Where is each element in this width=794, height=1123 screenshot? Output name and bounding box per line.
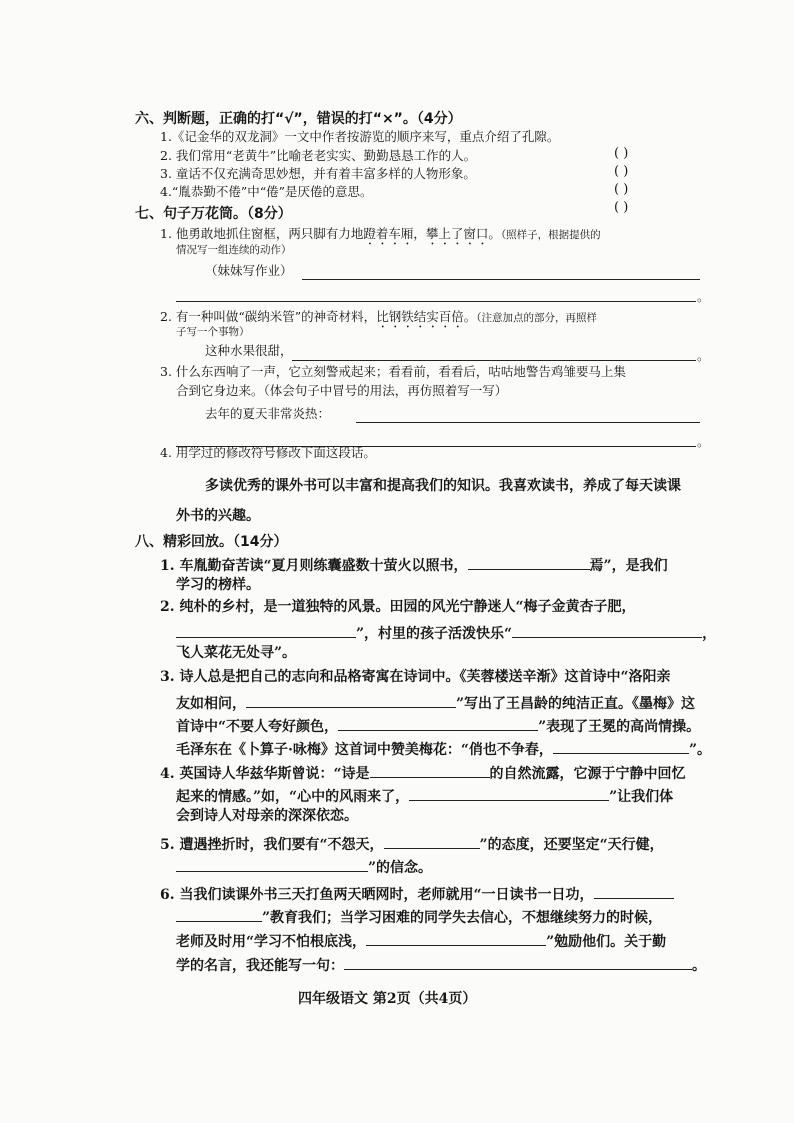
s7-q1-line1: 1. 他勇敢地抓住窗框，两只脚有力地蹬着车厢，攀上了窗口。（照样子，根据提供的 bbox=[160, 226, 601, 241]
s8-q3: 3. 诗人总是把自己的志向和品格寄寓在诗词中。《芙蓉楼送辛渐》这首诗中“洛阳亲 bbox=[160, 669, 671, 685]
s8-q6-d: 学的名言，我还能写一句： 。 bbox=[176, 955, 706, 973]
answer-blank[interactable] bbox=[338, 716, 538, 731]
s7-q3-line2: 合到它身边来。（体会句子中冒号的用法，再仿照着写一写） bbox=[176, 383, 508, 398]
s8-q1-cont: 学习的榜样。 bbox=[176, 577, 260, 593]
section7-title: 七、句子万花筒。（8分） bbox=[135, 206, 292, 222]
s8-q2: 2. 纯朴的乡村，是一道独特的风景。田园的风光宁静迷人“梅子金黄杏子肥， bbox=[160, 599, 636, 615]
answer-blank[interactable] bbox=[594, 884, 674, 899]
answer-blank[interactable] bbox=[176, 907, 262, 922]
s7-q4-para2: 外书的兴趣。 bbox=[176, 508, 260, 524]
answer-paren-1[interactable]: ( ) bbox=[614, 146, 629, 161]
answer-blank[interactable] bbox=[384, 834, 480, 849]
s8-q6-b: ”教育我们；当学习困难的同学失去信心，不想继续努力的时候， bbox=[176, 907, 662, 925]
s8-q4-b: 起来的情感。”如，“心中的风雨来了， ”让我们体 bbox=[176, 786, 673, 804]
answer-blank[interactable] bbox=[366, 931, 546, 946]
s7-q1-note: 情况写一组连续的动作） bbox=[176, 244, 292, 256]
s6-item-1: 1.《记金华的双龙洞》一文中作者按游览的顺序来写，重点介绍了孔隙。 bbox=[160, 129, 560, 144]
s7-q1-prompt: （妹妹写作业） bbox=[205, 263, 293, 278]
s8-q3-d: 毛泽东在《卜算子·咏梅》这首词中赞美梅花：“俏也不争春， ”。 bbox=[176, 739, 711, 757]
s8-q1: 1. 车胤勤奋苦读“夏月则练囊盛数十萤火以照书， 焉”，是我们 bbox=[160, 555, 668, 573]
s7-q2-line1: 2. 有一种叫做“碳纳米管”的神奇材料，比钢铁结实百倍。（注意加点的部分，再照样 bbox=[160, 309, 597, 324]
answer-blank[interactable] bbox=[176, 623, 356, 638]
section6-title: 六、判断题，正确的打“√”，错误的打“×”。（4分） bbox=[135, 111, 462, 127]
answer-blank[interactable] bbox=[370, 763, 490, 778]
answer-blank[interactable] bbox=[553, 739, 689, 754]
answer-line-s7q1a[interactable] bbox=[302, 279, 700, 280]
s8-q3-c: 首诗中“不要人夸好颜色， ”表现了王冕的高尚情操。 bbox=[176, 716, 700, 734]
s7-q4-line1: 4. 用学过的修改符号修改下面这段话。 bbox=[160, 445, 376, 460]
s6-item-4: 4.“胤恭勤不倦”中“倦”是厌倦的意思。 bbox=[160, 184, 373, 199]
s7-q2-note: 子写一个事物） bbox=[176, 326, 250, 338]
period: 。 bbox=[697, 289, 710, 304]
s7-q3-line1: 3. 什么东西响了一声，它立刻警戒起来；看看前，看看后，咕咕地警告鸡雏要马上集 bbox=[160, 364, 626, 379]
s7-q3-prompt: 去年的夏天非常炎热： bbox=[205, 406, 331, 421]
s8-q4-c: 会到诗人对母亲的深深依恋。 bbox=[176, 808, 358, 824]
s8-q6: 6. 当我们读课外书三天打鱼两天晒网时，老师就用“一日读书一日功， bbox=[160, 884, 674, 902]
s8-q3-b: 友如相问， ”写出了王昌龄的纯洁正直。《墨梅》这 bbox=[176, 693, 695, 711]
answer-blank[interactable] bbox=[409, 786, 609, 801]
answer-line-s7q1b[interactable] bbox=[176, 301, 696, 302]
answer-blank[interactable] bbox=[246, 693, 456, 708]
answer-line-s7q3a[interactable] bbox=[356, 422, 700, 423]
answer-line-s7q2[interactable] bbox=[292, 360, 696, 361]
s6-item-3: 3. 童话不仅充满奇思妙想，并有着丰富多样的人物形象。 bbox=[160, 166, 476, 181]
s8-q6-c: 老师及时用“学习不怕根底浅， ”勉励他们。关于勤 bbox=[176, 931, 666, 949]
s7-q4-para1: 多读优秀的课外书可以丰富和提高我们的知识。我喜欢读书，养成了每天读课 bbox=[205, 478, 681, 494]
page-footer: 四年级语文 第2页（共4页） bbox=[298, 991, 477, 1007]
answer-blank[interactable] bbox=[344, 955, 692, 970]
answer-blank[interactable] bbox=[176, 857, 368, 872]
s8-q4: 4. 英国诗人华兹华斯曾说：“诗是 的自然流露，它源于宁静中回忆 bbox=[160, 763, 686, 781]
s8-q5: 5. 遭遇挫折时，我们要有“不怨天， ”的态度，还要坚定“天行健， bbox=[160, 834, 664, 852]
answer-paren-2[interactable]: ( ) bbox=[614, 164, 629, 179]
answer-paren-3[interactable]: ( ) bbox=[614, 182, 629, 197]
answer-blank[interactable] bbox=[468, 555, 590, 570]
section8-title: 八、精彩回放。（14分） bbox=[135, 534, 288, 550]
period: 。 bbox=[697, 434, 710, 449]
answer-blank[interactable] bbox=[512, 623, 702, 638]
s6-item-2: 2. 我们常用“老黄牛”比喻老老实实、勤勤恳恳工作的人。 bbox=[160, 148, 477, 163]
period: 。 bbox=[697, 348, 710, 363]
answer-paren-4[interactable]: ( ) bbox=[614, 200, 629, 215]
s8-q2-cont: ”，村里的孩子活泼快乐“ ， bbox=[176, 623, 716, 641]
s8-q5-b: ”的信念。 bbox=[176, 857, 432, 875]
s7-q2-prompt: 这种水果很甜， bbox=[205, 343, 293, 358]
s8-q2-end: 飞人菜花无处寻”。 bbox=[176, 645, 297, 661]
